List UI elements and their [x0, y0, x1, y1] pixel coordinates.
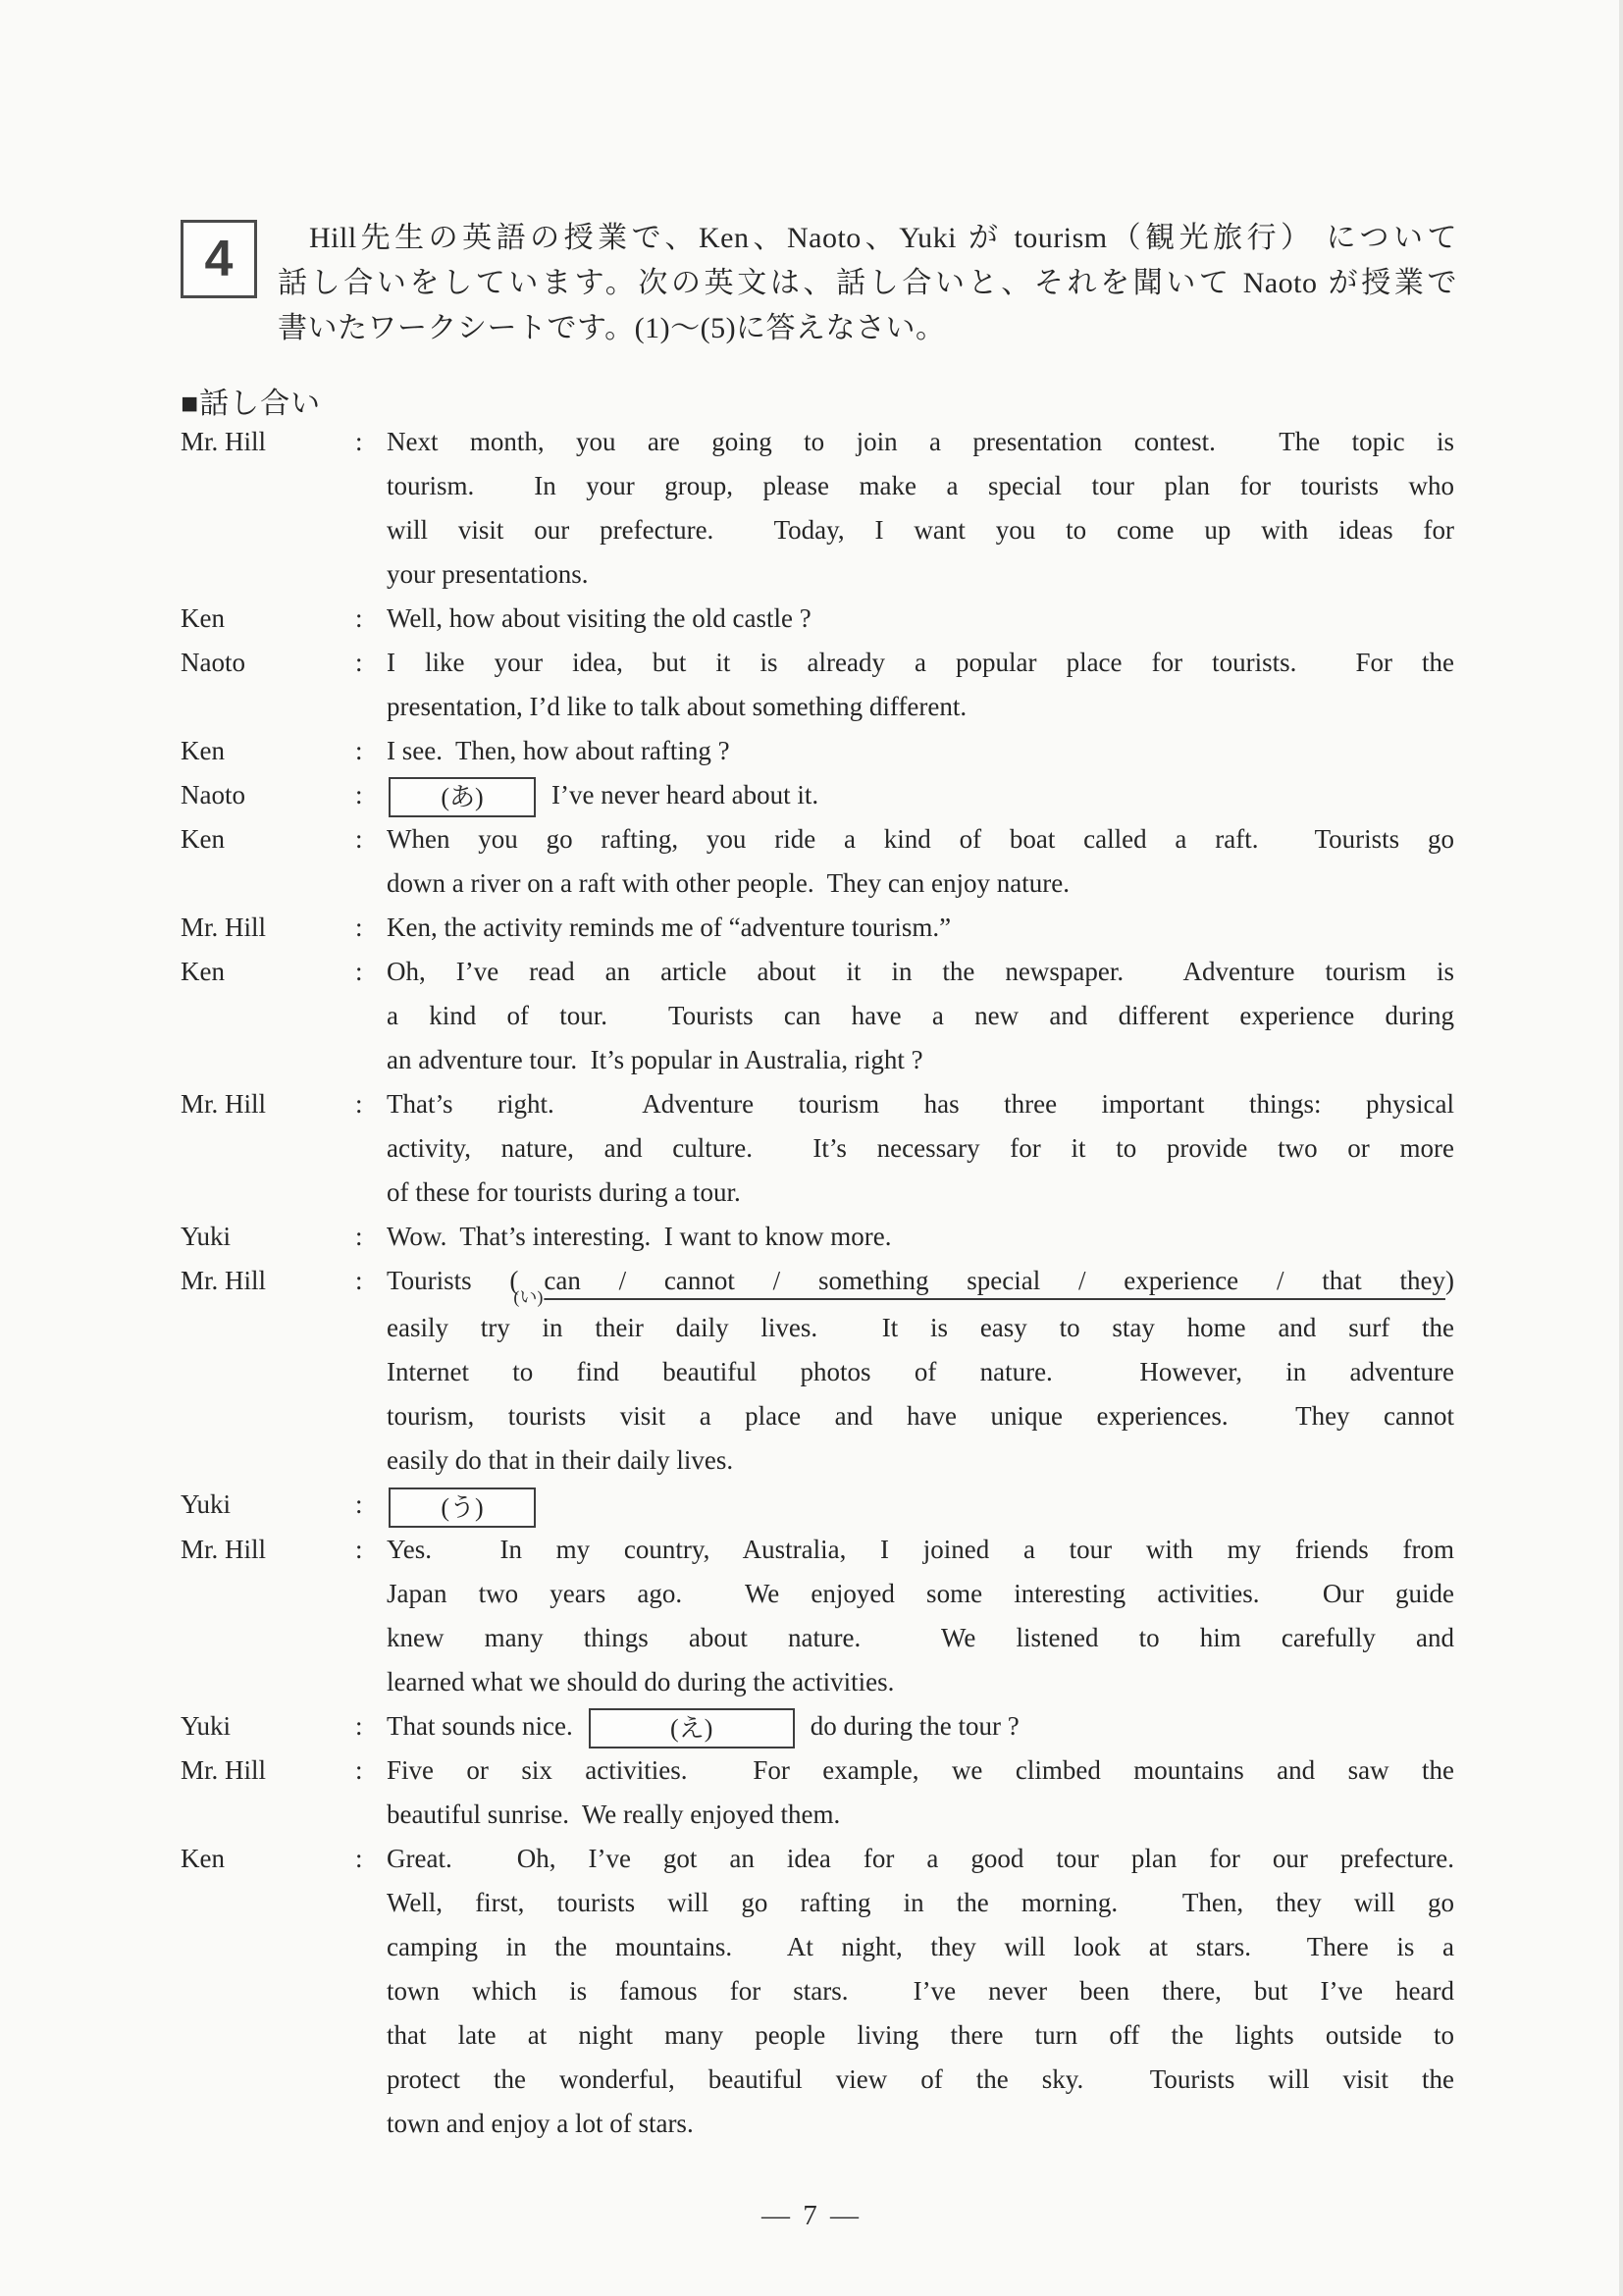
dialogue-text: Well, first, tourists will go rafting in the morning. Then, they will go	[387, 1887, 1454, 1917]
speaker-colon: :	[355, 780, 363, 809]
speech	[387, 950, 1454, 1082]
dialogue-text: Wow. That’s interesting. I want to know more.	[387, 1222, 892, 1252]
dialogue-line	[387, 1793, 1454, 1837]
dialogue-text: an adventure tour. It’s popular in Australia, right ?	[387, 1045, 923, 1075]
dialogue-text: camping in the mountains. At night, they will look at stars. There is a	[387, 1931, 1454, 1961]
dialogue-line	[387, 1306, 1454, 1350]
dialogue-text: will visit our prefecture. Today, I want you to come up with ideas for	[387, 515, 1454, 545]
speaker-colon: :	[355, 1489, 363, 1520]
question-number: 4	[204, 231, 234, 287]
section-heading: ■話し合い	[181, 388, 322, 420]
speaker-name: Naoto	[181, 648, 245, 677]
dialogue-turn	[181, 950, 1454, 1082]
speaker-colon: :	[355, 1710, 363, 1741]
instructions-line: Hill先生の英語の授業で、Ken、Naoto、Yuki が tourism（観光旅行） について	[309, 222, 1457, 254]
dialogue-text: Well, how about visiting the old castle ?	[387, 603, 812, 633]
speaker-colon: :	[355, 1754, 363, 1785]
speaker-colon: :	[355, 824, 363, 855]
dialogue-text: When you go rafting, you ride a kind of boat called a raft. Tourists go	[387, 824, 1454, 855]
dialogue-text: knew many things about nature. We listened to him carefully and	[387, 1622, 1454, 1652]
speech	[387, 906, 1454, 950]
dialogue-line	[387, 2058, 1454, 2102]
dialogue-line	[387, 1394, 1454, 1438]
dialogue-line	[387, 1837, 1454, 1881]
dialogue-text: )	[1445, 1266, 1454, 1296]
speaker-colon: :	[355, 648, 363, 677]
dialogue-text: do during the tour ?	[810, 1710, 1020, 1741]
answer-box-u: (う)	[389, 1487, 536, 1528]
dialogue-line	[387, 1925, 1454, 1969]
dialogue-line	[387, 1528, 1454, 1572]
speaker-colon: :	[355, 1089, 363, 1120]
dialogue-line	[387, 1969, 1454, 2013]
dialogue-turn	[181, 1259, 1454, 1483]
speaker-name: Mr. Hill	[181, 1754, 267, 1785]
speech	[387, 641, 1454, 729]
dialogue-line	[387, 552, 1454, 597]
speaker-name: Yuki	[181, 1710, 232, 1741]
speech	[387, 1483, 1454, 1527]
dialogue-line	[387, 994, 1454, 1038]
dialogue-turn	[181, 597, 1454, 641]
dialogue-line	[387, 1438, 1454, 1483]
dialogue-text: easily do that in their daily lives.	[387, 1445, 734, 1476]
speaker-name: Ken	[181, 603, 225, 633]
dialogue-line	[387, 641, 1454, 685]
speaker-name: Mr. Hill	[181, 1089, 267, 1120]
dialogue-text: that late at night many people living there turn off the lights outside to	[387, 2019, 1454, 2050]
dialogue-text: town which is famous for stars. I’ve never been there, but I’ve heard	[387, 1975, 1454, 2006]
instructions-line: 話し合いをしています。次の英文は、話し合いと、それを聞いて Naoto が授業で	[278, 267, 1457, 299]
dialogue-text: Great. Oh, I’ve got an idea for a good tour plan for our prefecture.	[387, 1843, 1454, 1873]
page-number: — 7 —	[761, 2200, 862, 2231]
dialogue-text: tourism. In your group, please make a special tour plan for tourists who	[387, 471, 1454, 500]
speaker-name: Mr. Hill	[181, 427, 267, 456]
dialogue-line	[387, 420, 1454, 464]
dialogue-line	[387, 1126, 1454, 1171]
dialogue-text: your presentations.	[387, 559, 589, 589]
dialogue-text: Yes. In my country, Australia, I joined a tour with my friends from	[387, 1534, 1454, 1564]
dialogue-text: learned what we should do during the activities.	[387, 1666, 895, 1696]
dialogue-line	[387, 2013, 1454, 2058]
dialogue-text: town and enjoy a lot of stars.	[387, 2108, 694, 2138]
dialogue-text: easily try in their daily lives. It is easy to stay home and surf the	[387, 1313, 1454, 1343]
speech	[387, 1259, 1454, 1483]
dialogue-line	[387, 861, 1454, 906]
dialogue-line	[387, 1350, 1454, 1394]
dialogue-line	[387, 950, 1454, 994]
dialogue-text: Oh, I’ve read an article about it in the newspaper. Adventure tourism is	[387, 957, 1454, 987]
speaker-name: Ken	[181, 736, 225, 765]
speaker-colon: :	[355, 1222, 363, 1252]
dialogue-line	[387, 1171, 1454, 1215]
dialogue-text: I’ve never heard about it.	[551, 780, 819, 809]
dialogue-turn	[181, 906, 1454, 950]
dialogue-text: Japan two years ago. We enjoyed some interesting activities. Our guide	[387, 1578, 1454, 1608]
dialogue-line	[387, 906, 1454, 950]
dialogue-text: activity, nature, and culture. It’s necessary for it to provide two or more	[387, 1133, 1454, 1164]
speech	[387, 1704, 1454, 1748]
dialogue-turn	[181, 1215, 1454, 1259]
dialogue-text: That sounds nice.	[387, 1710, 573, 1741]
speech	[387, 1082, 1454, 1215]
dialogue-line	[387, 1215, 1454, 1259]
dialogue-text: beautiful sunrise. We really enjoyed them.	[387, 1799, 841, 1829]
question-number-box	[181, 220, 257, 298]
speaker-name: Yuki	[181, 1222, 232, 1252]
speaker-name: Naoto	[181, 780, 245, 809]
dialogue-line	[387, 1038, 1454, 1082]
scramble-number-label: (い)	[513, 1287, 544, 1308]
dialogue-line	[387, 1082, 1454, 1126]
dialogue-text: a kind of tour. Tourists can have a new and different experience during	[387, 1001, 1454, 1031]
speech	[387, 420, 1454, 597]
dialogue-line	[387, 773, 1454, 817]
dialogue-line	[387, 597, 1454, 641]
dialogue-text: Tourists (	[387, 1266, 519, 1296]
speaker-colon: :	[355, 1843, 363, 1873]
dialogue-line	[387, 1748, 1454, 1793]
dialogue-line	[387, 2102, 1454, 2146]
dialogue-text: tourism, tourists visit a place and have unique experiences. They cannot	[387, 1401, 1454, 1432]
speaker-colon: :	[355, 957, 363, 987]
dialogue-turn	[181, 1837, 1454, 2146]
speech	[387, 1528, 1454, 1704]
dialogue-text: down a river on a raft with other people. They can enjoy nature.	[387, 868, 1071, 899]
dialogue-text: Ken, the activity reminds me of “adventure tourism.”	[387, 913, 952, 943]
dialogue-turn	[181, 641, 1454, 729]
instructions-line: 書いたワークシートです。(1)～(5)に答えなさい。	[278, 312, 946, 344]
speaker-colon: :	[355, 913, 363, 943]
dialogue-line	[387, 1881, 1454, 1925]
dialogue-line	[387, 729, 1454, 773]
speaker-name: Ken	[181, 957, 225, 987]
dialogue-line	[387, 685, 1454, 729]
answer-box-a: (あ)	[389, 777, 536, 817]
dialogue-turn	[181, 1528, 1454, 1704]
speech	[387, 773, 1454, 817]
dialogue	[181, 420, 1454, 2146]
dialogue-turn	[181, 773, 1454, 817]
dialogue-line	[387, 1704, 1454, 1748]
answer-box-e: (え)	[589, 1708, 795, 1748]
speaker-name: Yuki	[181, 1489, 232, 1520]
speaker-colon: :	[355, 736, 363, 765]
dialogue-turn	[181, 1748, 1454, 1837]
dialogue-line	[387, 1616, 1454, 1660]
speech	[387, 597, 1454, 641]
speech	[387, 1748, 1454, 1837]
speaker-colon: :	[355, 1534, 363, 1564]
dialogue-text: presentation, I’d like to talk about something different.	[387, 692, 968, 721]
speaker-colon: :	[355, 603, 363, 633]
dialogue-text: of these for tourists during a tour.	[387, 1177, 741, 1208]
speaker-name: Mr. Hill	[181, 913, 267, 943]
dialogue-line	[387, 817, 1454, 861]
dialogue-line	[387, 464, 1454, 508]
dialogue-text: Five or six activities. For example, we climbed mountains and saw the	[387, 1754, 1454, 1785]
speech	[387, 1215, 1454, 1259]
dialogue-text: I like your idea, but it is already a popular place for tourists. For the	[387, 648, 1454, 677]
scramble-options-underlined: can / cannot / something special / experience / that they	[544, 1266, 1445, 1296]
dialogue-turn	[181, 1704, 1454, 1748]
dialogue-text: I see. Then, how about rafting ?	[387, 736, 730, 765]
dialogue-line	[387, 1660, 1454, 1704]
dialogue-line	[387, 1483, 1454, 1527]
speech	[387, 729, 1454, 773]
speaker-colon: :	[355, 1266, 363, 1296]
speaker-name: Mr. Hill	[181, 1534, 267, 1564]
dialogue-turn	[181, 729, 1454, 773]
dialogue-line	[387, 508, 1454, 552]
dialogue-line	[387, 1572, 1454, 1616]
dialogue-text: That’s right. Adventure tourism has three important things: physical	[387, 1089, 1454, 1120]
dialogue-text: Next month, you are going to join a presentation contest. The topic is	[387, 427, 1454, 456]
dialogue-line	[387, 1259, 1454, 1306]
instructions	[278, 216, 1457, 351]
dialogue-turn	[181, 420, 1454, 597]
speaker-name: Ken	[181, 824, 225, 855]
dialogue-text: protect the wonderful, beautiful view of the sky. Tourists will visit the	[387, 2063, 1454, 2094]
speech	[387, 817, 1454, 906]
dialogue-turn	[181, 817, 1454, 906]
dialogue-text: Internet to find beautiful photos of nature. However, in adventure	[387, 1357, 1454, 1387]
speaker-name: Mr. Hill	[181, 1266, 267, 1296]
dialogue-turn	[181, 1483, 1454, 1527]
scan-edge-shadow	[1619, 0, 1623, 2296]
dialogue-turn	[181, 1082, 1454, 1215]
speaker-colon: :	[355, 427, 363, 456]
speech	[387, 1837, 1454, 2146]
speaker-name: Ken	[181, 1843, 225, 1873]
